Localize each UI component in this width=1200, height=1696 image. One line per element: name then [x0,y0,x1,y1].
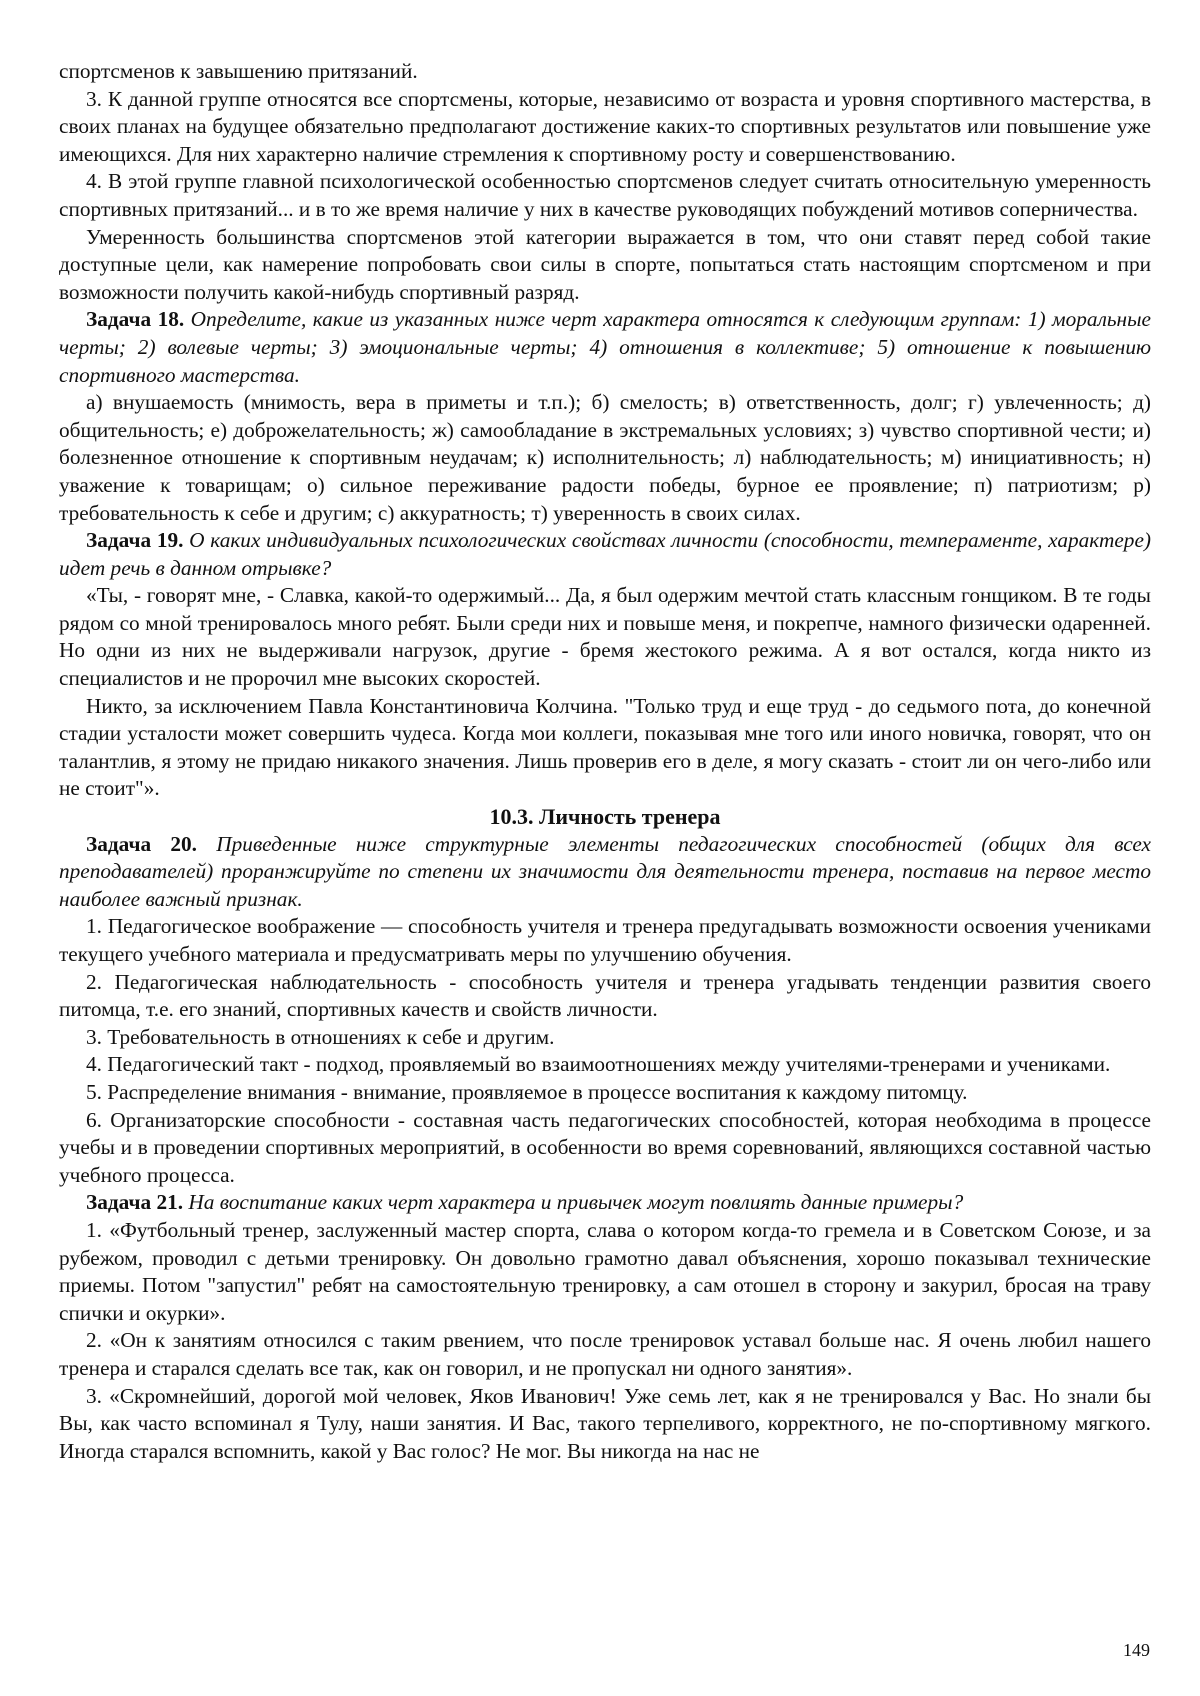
paragraph-12: 1. Педагогическое воображение — способность учителя и тренера предугадывать возможности освоения учениками текущего учебного материала и предусматривать меры по улучшению обучения. [59,914,1151,966]
task-18-text: Определите, какие из указанных ниже черт характера относятся к следующим группам: 1) моральные черты; 2) волевые черты; 3) эмоциональные черты; 4) отношения в коллективе; 5) отношение к повышению спортивного мастерства. [59,307,1151,387]
paragraph-14: 3. Требовательность в отношениях к себе и другим. [86,1024,555,1049]
page-number: 149 [1123,1640,1150,1660]
task-21-label: Задача 21. [86,1190,184,1215]
task-20-label: Задача 20. [86,831,197,856]
task-18-label: Задача 18. [86,307,185,332]
task-20 [59,831,1151,914]
task-21 [59,1189,1151,1217]
paragraph-9: Никто, за исключением Павла Константиновича Колчина. "Только труд и еще труд - до седьмого пота, до конечной стадии усталости может совершить чудеса. Когда мои коллеги, показывая мне того или иного новичка, говорят, что он талантлив, я этому не придаю никакого значения. Лишь проверив его в деле, я могу сказать - стоит ли он чего-либо или не стоит"». [59,693,1151,801]
paragraph-6: а) внушаемость (мнимость, вера в приметы и т.п.); б) смелость; в) ответственность, долг; г) увлеченность; д) общительность; е) доброжелательность; ж) самообладание в экстремальных условиях; з) чувство спортивной чести; и) болезненное отношение к спортивным неудачам; к) исполнительность; л) наблюдательность; м) инициативность; н) уважение к товарищам; о) сильное переживание радости победы, бурное ее проявление; п) патриотизм; р) требовательность к себе и другим; с) аккуратность; т) уверенность в своих силах. [59,390,1151,525]
paragraph-8: «Ты, - говорят мне, - Славка, какой-то одержимый... Да, я был одержим мечтой стать классным гонщиком. В те годы рядом со мной тренировалось много ребят. Были среди них и повыше меня, и покрепче, намного физически одаренней. Но одни из них не выдерживали нагрузок, другие - бремя жестокого режима. А я вот остался, когда никто из специалистов и не пророчил мне высоких скоростей. [59,583,1151,691]
page-body [59,58,1151,1465]
section-heading: 10.3. Личность тренера [489,804,721,830]
paragraph-19: 1. «Футбольный тренер, заслуженный мастер спорта, слава о котором когда-то гремела и в Советском Союзе, и за рубежом, проводил с детьми тренировку. Он довольно грамотно давал объяснения, хорошо показывал технические приемы. Потом "запустил" ребят на самостоятельную тренировку, а сам отошел в сторону и закурил, бросая на траву спички и окурки». [59,1217,1151,1325]
paragraph-13: 2. Педагогическая наблюдательность - способность учителя и тренера угадывать тенденции развития своего питомца, т.е. его знаний, спортивных качеств и свойств личности. [59,969,1151,1022]
paragraph-1: спортсменов к завышению притязаний. [59,59,418,83]
task-19-text: О каких индивидуальных психологических свойствах личности (способности, темпераменте, характере) идет речь в данном отрывке? [59,528,1151,580]
task-21-text: На воспитание каких черт характера и привычек могут повлиять данные примеры? [188,1190,964,1215]
paragraph-4: Умеренность большинства спортсменов этой категории выражается в том, что они ставят перед собой такие доступные цели, как намерение попробовать свои силы в спорте, попытаться стать настоящим спортсменом и при возможности получить какой-нибудь спортивный разряд. [59,224,1151,304]
paragraph-20: 2. «Он к занятиям относился с таким рвением, что после тренировок уставал больше нас. Я очень любил нашего тренера и старался сделать все так, как он говорил, и не пропускал ни одного занятия». [59,1328,1151,1380]
task-19-label: Задача 19. [86,528,184,553]
paragraph-15: 4. Педагогический такт - подход, проявляемый во взаимоотношениях между учителями-тренерами и учениками. [86,1052,1111,1077]
paragraph-16: 5. Распределение внимания - внимание, проявляемое в процессе воспитания к каждому питомцу. [86,1079,968,1104]
task-18 [59,306,1151,389]
task-20-text: Приведенные ниже структурные элементы педагогических способностей (общих для всех преподавателей) проранжируйте по степени их значимости для деятельности тренера, поставив на первое место наиболее важный признак. [59,831,1151,911]
task-19 [59,527,1151,582]
paragraph-17: 6. Организаторские способности - составная часть педагогических способностей, которая необходима в процессе учебы и в проведении спортивных мероприятий, в особенности во время соревнований, являющихся составной частью учебного процесса. [59,1107,1151,1187]
paragraph-2: 3. К данной группе относятся все спортсмены, которые, независимо от возраста и уровня спортивного мастерства, в своих планах на будущее обязательно предполагают достижение каких-то спортивных результатов или повышение уже имеющихся. Для них характерно наличие стремления к спортивному росту и совершенствованию. [59,86,1151,166]
paragraph-3: 4. В этой группе главной психологической особенностью спортсменов следует считать относительную умеренность спортивных притязаний... и в то же время наличие у них в качестве руководящих побуждений мотивов соперничества. [59,169,1151,221]
paragraph-21: 3. «Скромнейший, дорогой мой человек, Яков Иванович! Уже семь лет, как я не тренировался у Вас. Но знали бы Вы, как часто вспоминал я Тулу, наши занятия. И Вас, такого терпеливого, корректного, не по-спортивному мягкого. Иногда старался вспомнить, какой у Вас голос? Не мог. Вы никогда на нас не [59,1383,1151,1463]
